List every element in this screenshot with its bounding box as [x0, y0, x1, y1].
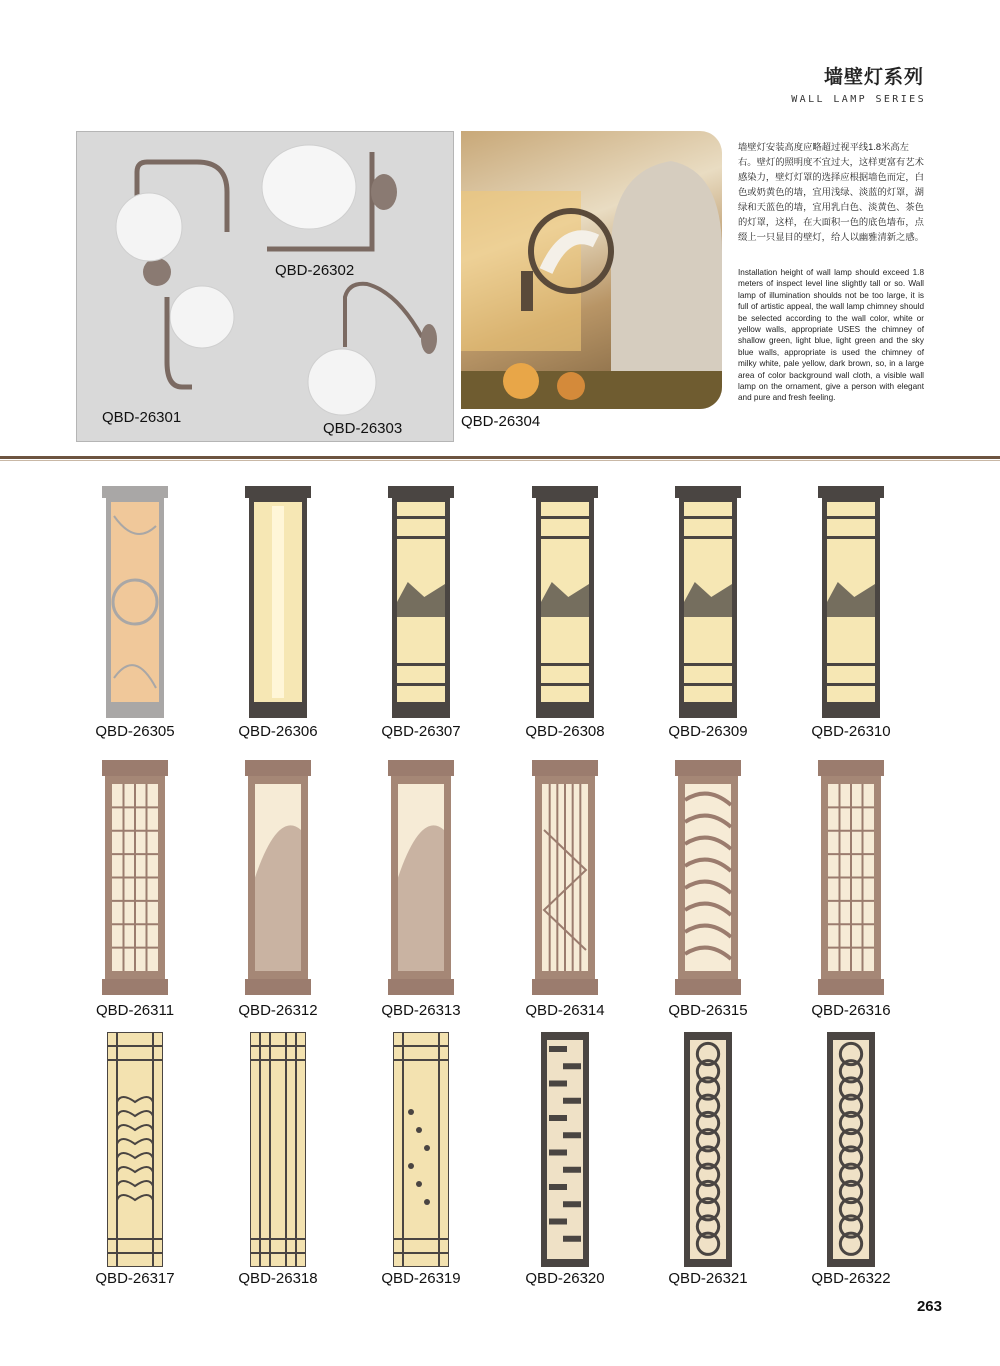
product-lamp: [675, 760, 741, 995]
featured-lamps-illustration: [77, 132, 453, 441]
product-lamp: [532, 760, 598, 995]
product-code: QBD-26319: [381, 1270, 461, 1287]
product-code: QBD-26309: [668, 723, 748, 740]
description-english: Installation height of wall lamp should exceed 1.8 meters of inspect level line slightly tall or so. Wall lamp of illumination shoulds not be too large, it is full of artistic appeal, the wall lamp chimney should be selected according to the wall color, white or yellow walls, appropriate USES the chimney of shallow green, light blue, light green and the sky blue walls, appropriate is used the chimney of milky white, pale yellow, dark brown, so, in a large area of color background wall cloth, a visible wall lamp on the ornament, give a person with elegant and pure and fresh feeling.: [738, 268, 924, 403]
product-code: QBD-26322: [811, 1270, 891, 1287]
product-code: QBD-26318: [238, 1270, 318, 1287]
description-chinese: 墙壁灯安装高度应略超过视平线1.8米高左右。壁灯的照明度不宜过大，这样更富有艺术感染力，壁灯灯罩的选择应根据墙色而定，白色或奶黄色的墙，宜用浅绿、淡蓝的灯罩，湖绿和天蓝色的墙，宜用乳白色、淡黄色、茶色的灯罩，这样，在大面积一色的底色墙布，点缀上一只显目的壁灯，给人以幽雅清新之感。: [738, 142, 924, 242]
product-lamp: [107, 1032, 163, 1267]
product-code: QBD-26316: [811, 1002, 891, 1019]
product-code: QBD-26312: [238, 1002, 318, 1019]
product-code: QBD-26308: [525, 723, 605, 740]
product-lamp: [250, 1032, 306, 1267]
section-divider-thin: [0, 460, 1000, 461]
product-lamp: [388, 486, 454, 718]
product-lamp: [684, 1032, 732, 1267]
product-code: QBD-26314: [525, 1002, 605, 1019]
page-title: 墙壁灯系列: [823, 67, 924, 88]
lamp-photo-illustration: [461, 131, 722, 409]
product-lamp: [532, 486, 598, 718]
featured-label: QBD-26303: [323, 420, 403, 437]
product-lamp: [818, 486, 884, 718]
featured-label: QBD-26302: [275, 262, 355, 279]
featured-label: QBD-26301: [102, 409, 182, 426]
product-lamp: [393, 1032, 449, 1267]
product-code: QBD-26311: [95, 1002, 175, 1019]
product-code: QBD-26321: [668, 1270, 748, 1287]
page-number: 263: [916, 1298, 942, 1315]
product-lamp: [102, 760, 168, 995]
featured-panel: [76, 131, 454, 442]
product-lamp: [388, 760, 454, 995]
product-lamp: [827, 1032, 875, 1267]
featured-photo: [461, 131, 722, 409]
product-lamp: [102, 486, 168, 718]
product-code: QBD-26310: [811, 723, 891, 740]
product-code: QBD-26315: [668, 1002, 748, 1019]
product-code: QBD-26306: [238, 723, 318, 740]
product-code: QBD-26320: [525, 1270, 605, 1287]
product-lamp: [245, 486, 311, 718]
section-divider: [0, 456, 1000, 459]
product-code: QBD-26313: [381, 1002, 461, 1019]
product-code: QBD-26317: [95, 1270, 175, 1287]
product-lamp: [675, 486, 741, 718]
product-lamp: [245, 760, 311, 995]
product-code: QBD-26305: [95, 723, 175, 740]
product-lamp: [541, 1032, 589, 1267]
page-subtitle: WALL LAMP SERIES: [791, 94, 926, 105]
featured-label: QBD-26304: [461, 413, 541, 430]
product-code: QBD-26307: [381, 723, 461, 740]
product-lamp: [818, 760, 884, 995]
